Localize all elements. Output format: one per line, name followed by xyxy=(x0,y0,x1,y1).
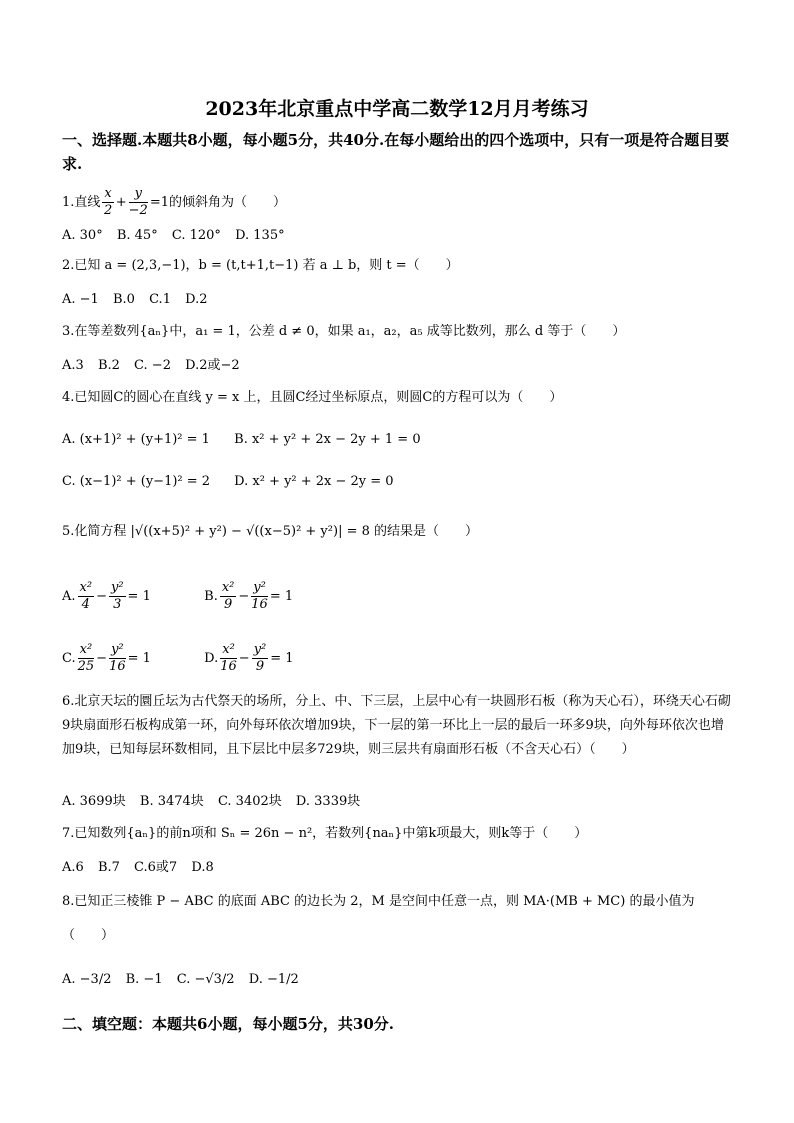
option-d[interactable]: D. x² + y² + 2x − 2y = 0 xyxy=(234,474,394,489)
question-8-paren: （ ） xyxy=(62,928,115,943)
option-d[interactable]: D. 135° xyxy=(235,228,285,243)
question-5: 5.化简方程 |√((x+5)² + y²) − √((x−5)² + y²)| = 8 的结果是（ ） xyxy=(62,524,479,539)
question-8: 8.已知正三棱锥 P − ABC 的底面 ABC 的边长为 2，M 是空间中任意一点，则 MA·(MB + MC) 的最小值为 xyxy=(62,894,695,909)
option-c[interactable]: C. 3402块 xyxy=(217,794,282,809)
question-3-options xyxy=(62,356,752,376)
fraction-y-over-neg2: $\frac{y}{-2}$ xyxy=(128,186,148,218)
question-1-options xyxy=(62,226,752,246)
option-b[interactable]: B.7 xyxy=(97,860,120,875)
option-d[interactable]: D.8 xyxy=(191,860,214,875)
option-a[interactable]: A. $\frac{\text{x²}}{4}$ − $\frac{\text{y²}}{3}$ = 1 xyxy=(62,580,151,612)
section-choice-header: 一、选择题.本题共8小题，每小题5分，共40分.在每小题给出的四个选项中，只有一项是符合题目要求. xyxy=(62,131,730,173)
question-5-options-cd xyxy=(62,642,752,675)
question-4-options-ab xyxy=(62,430,752,450)
option-d[interactable]: D. 3339块 xyxy=(295,794,361,809)
question-8-options xyxy=(62,970,752,990)
option-a[interactable]: A. 3699块 xyxy=(62,794,126,809)
question-2: 2.已知 a = (2,3,−1)，b = (t,t+1,t−1) 若 a ⊥ b，则 t =（ ） xyxy=(62,258,459,273)
option-d[interactable]: D. $\frac{\text{x²}}{16}$ − $\frac{\text{y²}}{9}$ = 1 xyxy=(204,642,294,674)
question-5-options-ab xyxy=(62,580,752,613)
fraction-x-over-2: $\frac{x}{2}$ xyxy=(103,186,113,218)
option-b[interactable]: B. $\frac{\text{x²}}{9}$ − $\frac{\text{y²}}{16}$ = 1 xyxy=(204,580,294,612)
equation-expression: |√((x+5)² + y²) − √((x−5)² + y²)| = 8 xyxy=(130,524,370,539)
option-a[interactable]: A.6 xyxy=(62,860,84,875)
page-title: 2023年北京重点中学高二数学12月月考练习 xyxy=(205,98,589,120)
option-c[interactable]: C. −2 xyxy=(134,358,171,373)
option-c[interactable]: C. −√3/2 xyxy=(176,972,235,987)
question-1: 1.直线 $\frac{x}{2}$ + $\frac{y}{-2}$ =1的倾斜角为（ ） xyxy=(62,186,286,218)
option-b[interactable]: B. 3474块 xyxy=(139,794,204,809)
option-d[interactable]: D. −1/2 xyxy=(248,972,299,987)
question-4-options-cd xyxy=(62,472,752,492)
option-a[interactable]: A. −1 xyxy=(62,292,99,307)
option-c[interactable]: C.6或7 xyxy=(134,860,178,875)
option-a[interactable]: A. (x+1)² + (y+1)² = 1 xyxy=(62,432,210,447)
option-a[interactable]: A. 30° xyxy=(62,228,103,243)
question-3: 3.在等差数列{aₙ}中，a₁ = 1，公差 d ≠ 0，如果 a₁，a₂，a₅ 成等比数列，那么 d 等于（ ） xyxy=(62,324,626,339)
question-6-options xyxy=(62,792,752,812)
option-b[interactable]: B. 45° xyxy=(116,228,158,243)
option-c[interactable]: C.1 xyxy=(149,292,171,307)
question-6: 6.北京天坛的圜丘坛为古代祭天的场所，分上、中、下三层，上层中心有一块圆形石板（称为天心石），环绕天心石砌9块扇面形石板构成第一环，向外每环依次增加9块，下一层的第一环比上一层的最后一环多9块，向外每环依次也增加9块，已知每层环数相同，且下层比中层多729块，则三层共有扇面形石板（不含天心石）（ ） xyxy=(62,694,731,757)
question-2-options xyxy=(62,290,752,310)
option-d[interactable]: D.2 xyxy=(185,292,208,307)
option-b[interactable]: B.2 xyxy=(97,358,120,373)
option-a[interactable]: A.3 xyxy=(62,358,84,373)
option-c[interactable]: C. 120° xyxy=(171,228,221,243)
question-4: 4.已知圆C的圆心在直线 y = x 上，且圆C经过坐标原点，则圆C的方程可以为（ ） xyxy=(62,390,563,405)
question-7-options xyxy=(62,858,752,878)
option-b[interactable]: B. x² + y² + 2x − 2y + 1 = 0 xyxy=(234,432,421,447)
option-b[interactable]: B.0 xyxy=(112,292,135,307)
option-d[interactable]: D.2或−2 xyxy=(185,358,240,373)
option-b[interactable]: B. −1 xyxy=(125,972,163,987)
option-a[interactable]: A. −3/2 xyxy=(62,972,112,987)
option-c[interactable]: C. (x−1)² + (y−1)² = 2 xyxy=(62,474,211,489)
option-c[interactable]: C. $\frac{\text{x²}}{25}$ − $\frac{\text{y²}}{16}$ = 1 xyxy=(62,642,151,674)
section-fill-header: 二、填空题：本题共6小题，每小题5分，共30分. xyxy=(62,1015,394,1033)
question-7: 7.已知数列{aₙ}的前n项和 Sₙ = 26n − n²，若数列{naₙ}中第k项最大，则k等于（ ） xyxy=(62,826,588,841)
